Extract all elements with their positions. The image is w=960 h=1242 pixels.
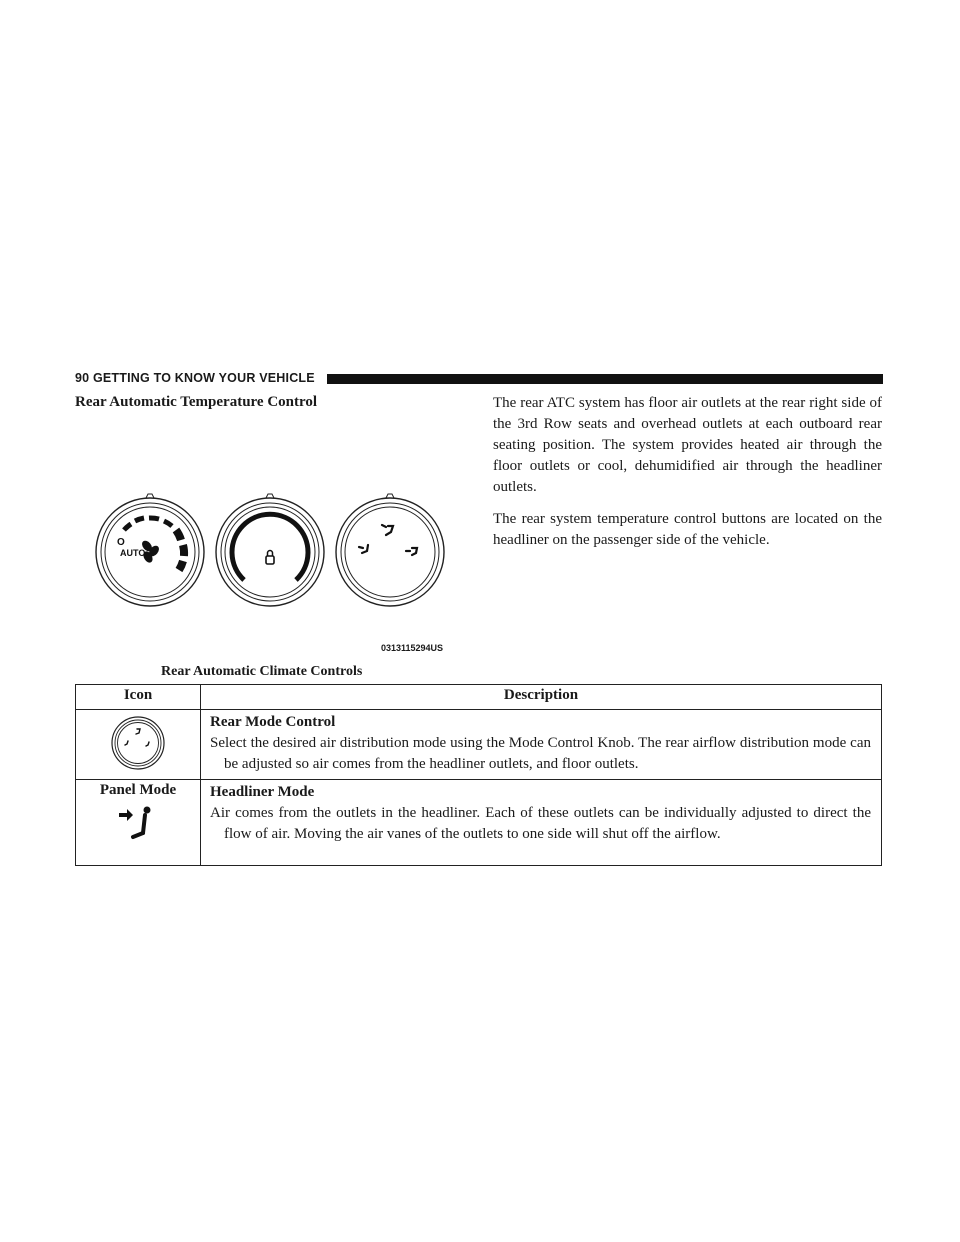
table-header-row <box>76 685 882 710</box>
row-title: Rear Mode Control <box>210 714 336 730</box>
table-row <box>76 780 882 866</box>
section-title: Rear Automatic Temperature Control <box>75 394 318 410</box>
auto-label: AUTO <box>120 548 146 558</box>
rear-mode-knob-icon <box>110 715 166 771</box>
fan-speed-knob <box>96 494 204 606</box>
table-icon-cell <box>76 780 201 866</box>
table-description-cell <box>201 780 882 866</box>
header-icon: Icon <box>76 685 201 710</box>
page-header-label: 90 GETTING TO KNOW YOUR VEHICLE <box>75 371 315 385</box>
row-text: Air comes from the outlets in the headliner. Each of these outlets can be individually adjusted to direct the flow of air. Moving the air vanes of the outlets to one side will shut off the airflow. <box>210 805 871 842</box>
table-icon-cell <box>76 710 201 780</box>
row-title: Headliner Mode <box>210 784 315 800</box>
panel-mode-icon <box>113 801 163 851</box>
paragraph-1: The rear ATC system has floor air outlets at the rear right side of the 3rd Row seats and overhead outlets at each outboard rear seating position. The system provides heated air through the floor outlets or cool, dehumidified air through the headliner outlets. <box>493 395 882 495</box>
paragraph-2: The rear system temperature control buttons are located on the headliner on the passenger side of the vehicle. <box>493 511 882 548</box>
controls-table <box>75 684 882 866</box>
header-description: Description <box>201 685 882 710</box>
figure-id: 0313115294US <box>381 643 444 653</box>
table-description-cell <box>201 710 882 780</box>
page-header <box>75 368 883 390</box>
panel-mode-label: Panel Mode <box>99 782 177 798</box>
mode-knob <box>336 494 444 606</box>
off-label: O <box>117 537 125 548</box>
row-text: Select the desired air distribution mode using the Mode Control Knob. The rear airflow distribution mode can be adjusted so air comes from the headliner outlets, and floor outlets. <box>210 735 871 772</box>
table-row <box>76 710 882 780</box>
figure-caption: Rear Automatic Climate Controls <box>161 664 363 679</box>
header-rule <box>327 374 883 384</box>
rear-climate-controls-figure <box>95 490 445 620</box>
temperature-knob <box>216 494 324 606</box>
body-text-column <box>493 393 882 562</box>
